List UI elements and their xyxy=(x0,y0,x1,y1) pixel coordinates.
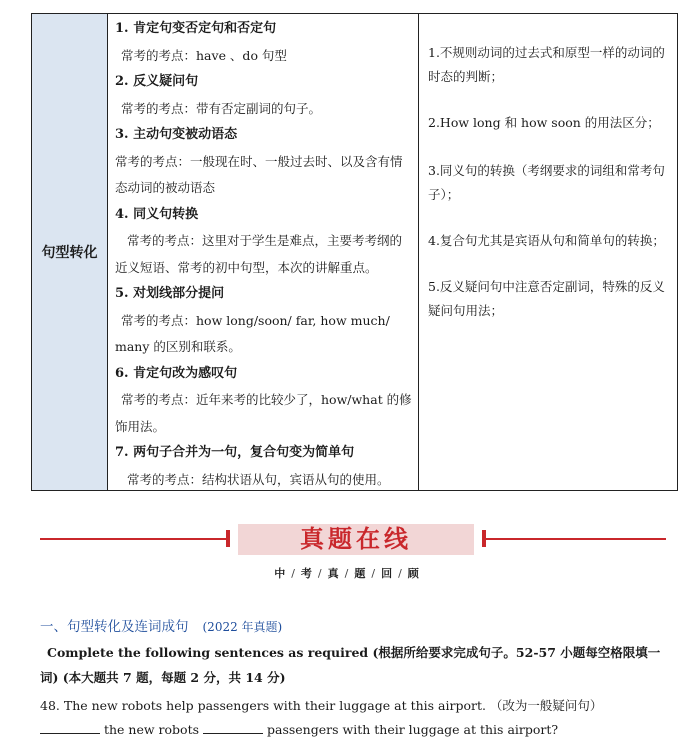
point-heading-7: 7. 两句子合并为一句，复合句变为简单句 xyxy=(115,445,355,460)
answer-text-2: passengers with their luggage at this airport? xyxy=(267,722,559,737)
point-body-7: 常考的考点：结构状语从句，宾语从句的使用。 xyxy=(127,471,390,487)
notes-cell xyxy=(419,14,677,490)
section-title: 一、句型转化及连词成句 xyxy=(40,619,189,635)
exam-points-cell xyxy=(108,14,419,490)
question-48: 48. The new robots help passengers with their luggage at this airport. （改为一般疑问句） xyxy=(40,698,603,713)
point-body-4: 常考的考点：这里对于学生是难点，主要考考纲的近义短语、常考的初中句型，本次的讲解重点。 xyxy=(115,233,403,275)
point-heading-3: 3. 主动句变被动语态 xyxy=(115,127,238,142)
answer-blank-2[interactable] xyxy=(203,721,263,734)
answer-text-1: the new robots xyxy=(103,722,200,737)
subtitle-char-4: 题 xyxy=(354,567,367,580)
category-label: 句型转化 xyxy=(41,245,98,261)
question-48-answer-line xyxy=(40,721,558,737)
instructions xyxy=(40,640,674,690)
subtitle-char-6: 顾 xyxy=(407,567,420,580)
point-body-6: 常考的考点：近年来考的比较少了，how/what 的修饰用法。 xyxy=(115,392,412,434)
instruction-text: Complete the following sentences as required (根据所给要求完成句子。52-57 小题每空格限填一词) (本大题共 7 题，每题 2 分，共 14 分) xyxy=(40,645,661,685)
banner-subtitle: 中 / 考 / 真 / 题 / 回 / 顾 xyxy=(274,567,420,580)
point-body-3: 常考的考点：一般现在时、一般过去时、以及含有情态动词的被动语态 xyxy=(115,153,403,195)
category-cell xyxy=(32,14,108,490)
note-2: 2.How long 和 how soon 的用法区分； xyxy=(428,115,660,130)
banner-title: 真题在线 xyxy=(300,525,412,553)
point-heading-4: 4. 同义句转换 xyxy=(115,206,199,222)
answer-blank-1[interactable] xyxy=(40,721,100,734)
point-body-5: 常考的考点：how long/soon/ far, how much/ many 的区别和联系。 xyxy=(115,312,390,354)
banner-line-left xyxy=(40,538,226,540)
subtitle-char-5: 回 xyxy=(381,567,394,580)
point-heading-6: 6. 肯定句改为感叹句 xyxy=(115,365,238,381)
note-4: 4.复合句尤其是宾语从句和简单句的转换； xyxy=(428,233,665,248)
point-heading-2: 2. 反义疑问句 xyxy=(115,74,199,89)
section-year: (2022 年真题) xyxy=(202,620,283,634)
note-5: 5.反义疑问句中注意否定副词，特殊的反义疑问句用法； xyxy=(428,279,665,318)
subtitle-char-2: 考 xyxy=(300,567,313,580)
subtitle-char-3: 真 xyxy=(327,567,340,580)
section-heading xyxy=(40,615,282,635)
point-body-2: 常考的考点：带有否定副词的句子。 xyxy=(121,100,322,116)
note-3: 3.同义句的转换（考纲要求的词组和常考句子）； xyxy=(428,163,665,202)
point-heading-1: 1. 肯定句变否定句和否定句 xyxy=(115,21,277,36)
exam-points-table xyxy=(31,13,678,491)
subtitle-char-1: 中 xyxy=(274,567,287,580)
point-body-1: 常考的考点：have 、do 句型 xyxy=(121,47,287,63)
banner-line-right xyxy=(486,538,666,540)
point-heading-5: 5. 对划线部分提问 xyxy=(115,286,225,301)
section-banner xyxy=(40,518,666,558)
banner-bar-left xyxy=(226,530,230,547)
note-1: 1.不规则动词的过去式和原型一样的动词的时态的判断； xyxy=(428,45,665,84)
